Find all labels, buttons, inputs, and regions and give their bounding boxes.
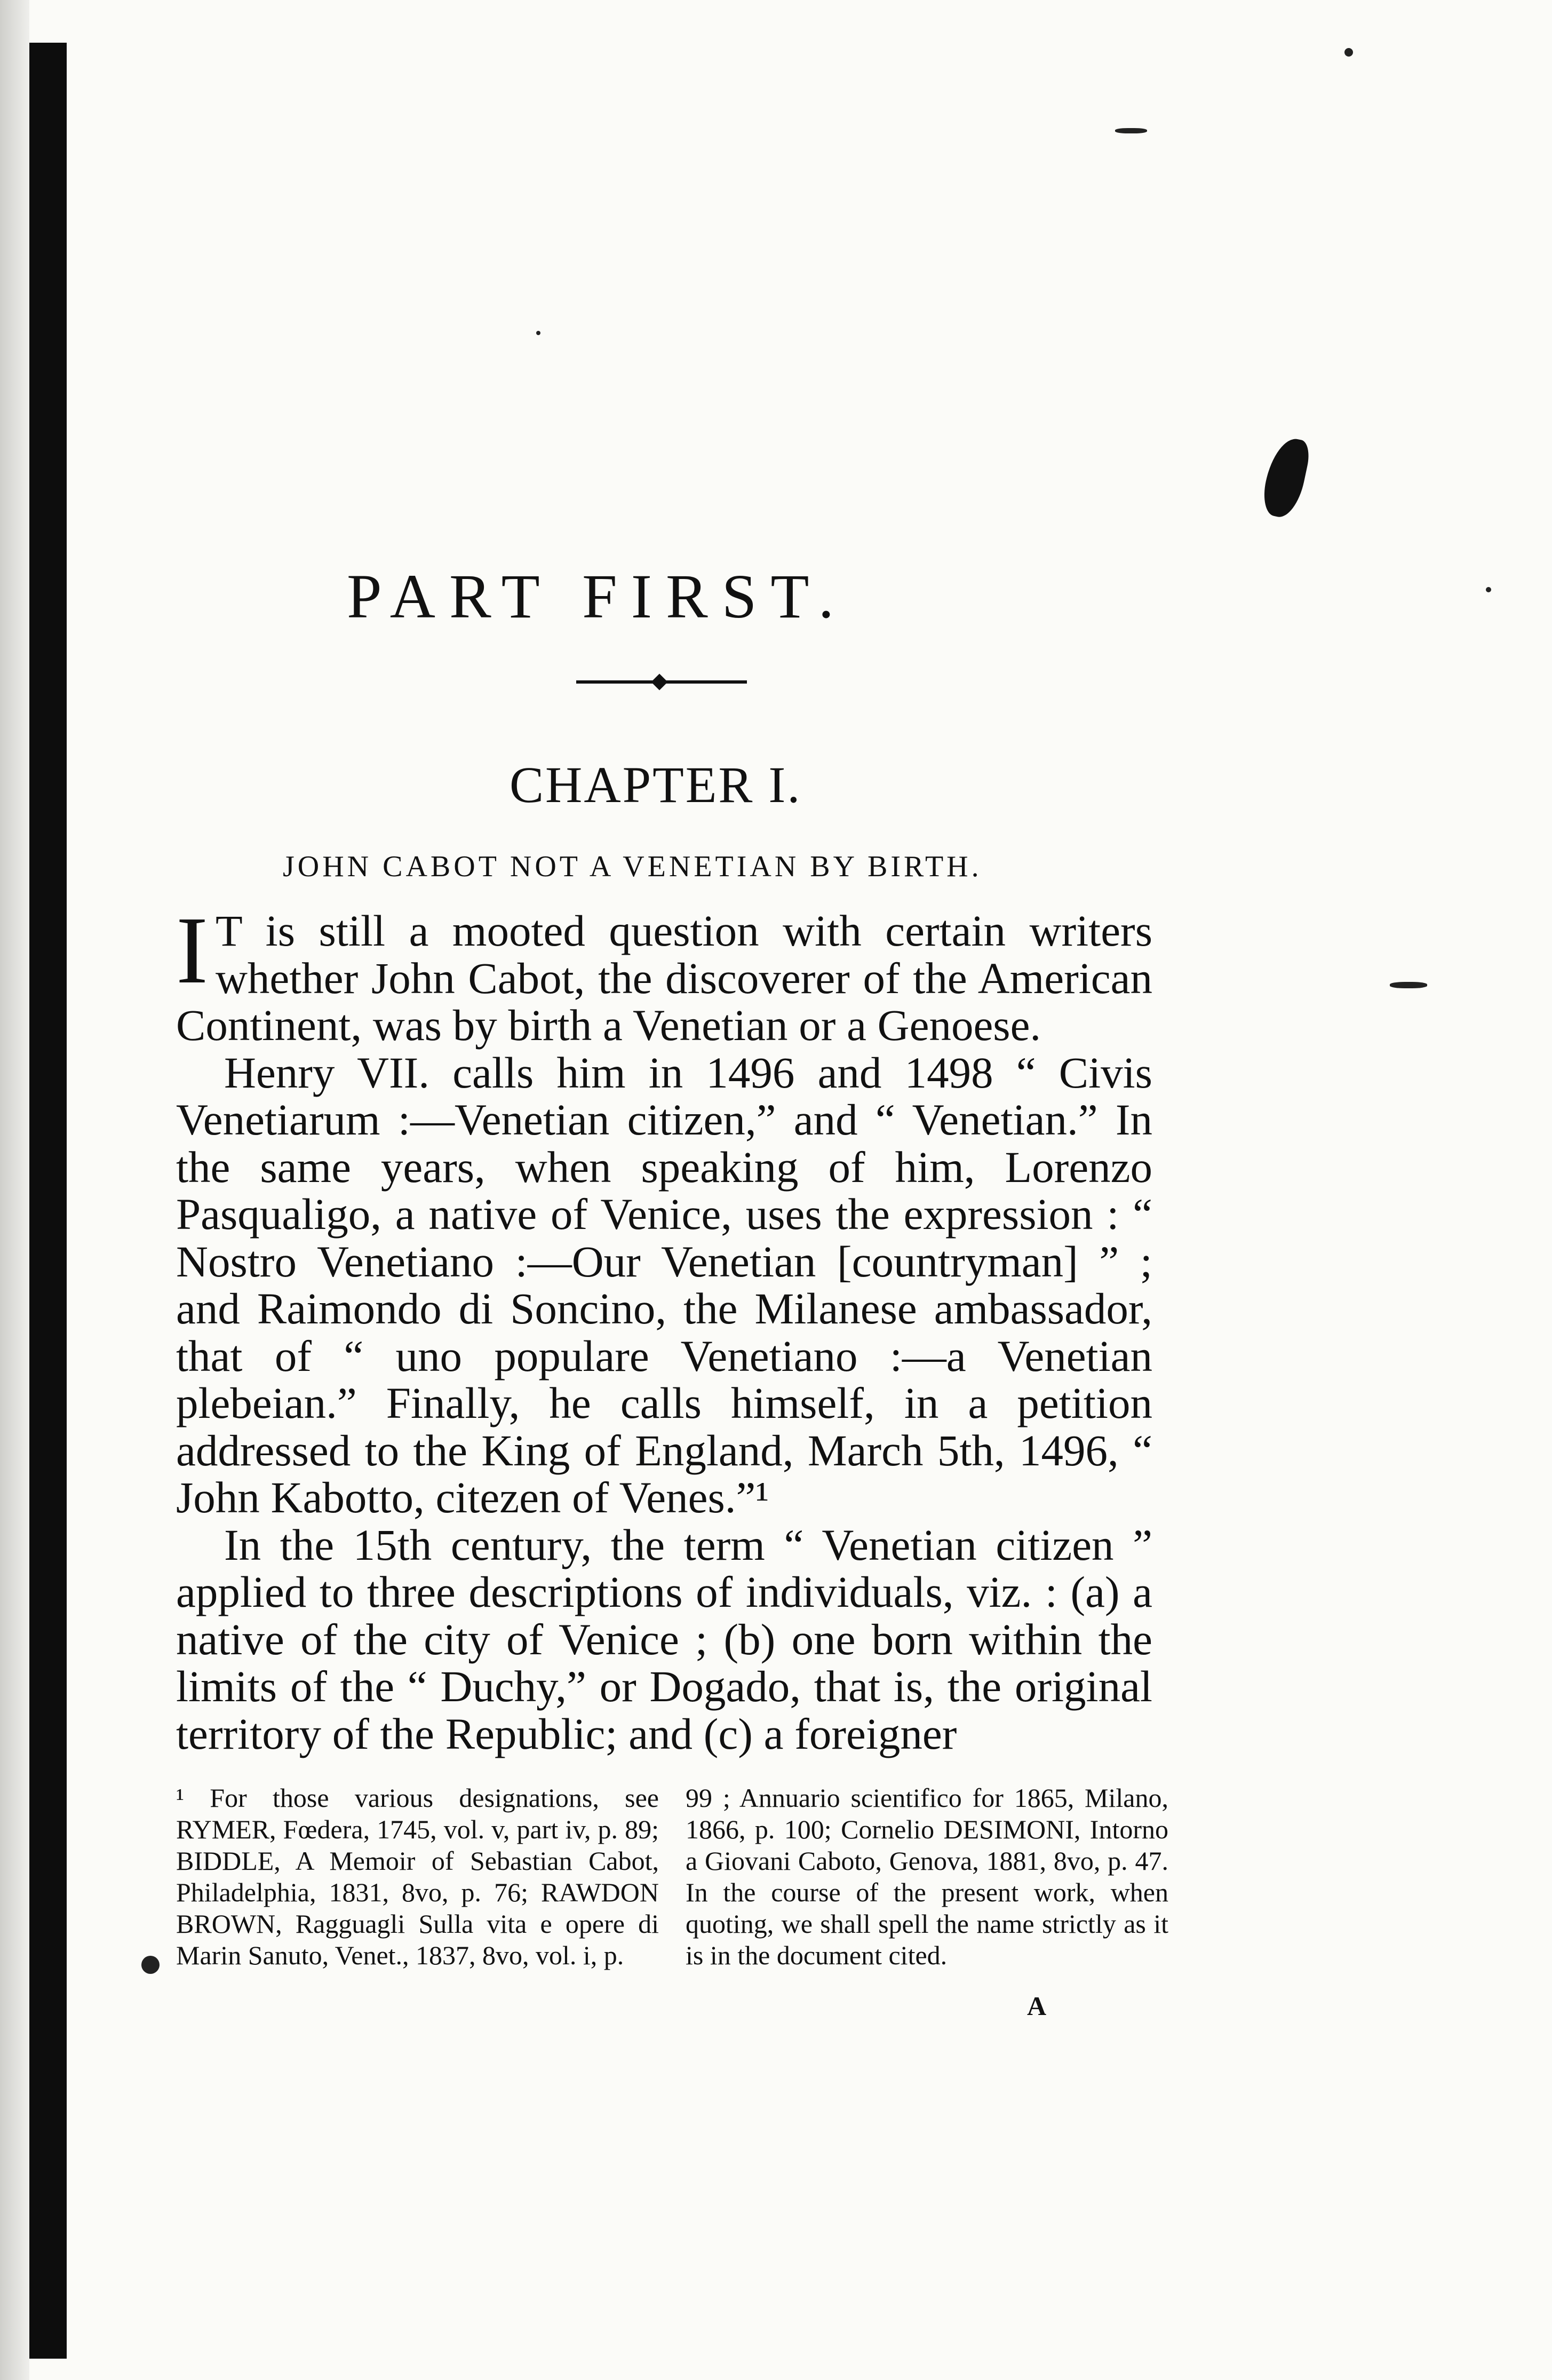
paragraph-2: Henry VII. calls him in 1496 and 1498 “ Civis Venetiarum :—Venetian citizen,” and “ Venetian.” In the same years, when speaking of him, Lorenzo Pasqualigo, a native of Venice, uses the expression : “ Nostro Venetiano :—Our Venetian [countryman] ” ; and Raimondo di Soncino, the Milanese ambassador, that of “ uno populare Venetiano :—a Venetian plebeian.” Finally, he calls himself, in a petition addressed to the King of England, March 5th, 1496, “ John Kabotto, citezen of Venes.”¹	[176, 1048, 1152, 1522]
signature-mark: A	[1027, 1991, 1047, 2021]
footnotes	[176, 1782, 1168, 1971]
paragraph-1-text: T is still a mooted question with certain writers whether John Cabot, the discoverer of the American Continent, was by birth a Venetian or a Genoese.	[176, 906, 1152, 1050]
paragraph-3: In the 15th century, the term “ Venetian citizen ” applied to three descriptions of individuals, viz. : (a) a native of the city of Venice ; (b) one born within the limits of the “ Duchy,” or Dogado, that is, the original territory of the Republic; and (c) a foreigner	[176, 1520, 1152, 1758]
ink-blot	[1259, 434, 1312, 520]
footnote-left-column: ¹ For those various designations, see RYMER, Fœdera, 1745, vol. v, part iv, p. 89; BIDDLE, A Memoir of Sebastian Cabot, Philadelphia, 1831, 8vo, p. 76; RAWDON BROWN, Ragguagli Sulla vita e opere di Marin Sanuto, Venet., 1837, 8vo, vol. i, p.	[176, 1783, 659, 1970]
ink-speck	[536, 331, 540, 335]
ornamental-rule	[576, 680, 747, 684]
page-edge	[0, 0, 29, 2380]
footnote-right-column: 99 ; Annuario scientifico for 1865, Milano, 1866, p. 100; Cornelio DESIMONI, Intorno a Giovani Caboto, Genova, 1881, 8vo, p. 47. In the course of the present work, when quoting, we shall spell the name strictly as it is in the document cited.	[686, 1783, 1168, 1970]
ink-speck	[1390, 982, 1427, 988]
body-text	[176, 897, 1152, 1758]
binding-shadow	[29, 43, 67, 2359]
ink-speck	[141, 1956, 160, 1974]
drop-cap: I	[176, 897, 208, 1003]
ink-speck	[1115, 128, 1147, 133]
ink-speck	[1486, 587, 1491, 592]
part-title: PART FIRST.	[347, 561, 848, 631]
paragraph-1	[176, 897, 1152, 1050]
chapter-heading: CHAPTER I.	[510, 756, 802, 813]
chapter-subtitle: JOHN CABOT NOT A VENETIAN BY BIRTH.	[283, 850, 982, 883]
ink-speck	[1344, 48, 1353, 57]
